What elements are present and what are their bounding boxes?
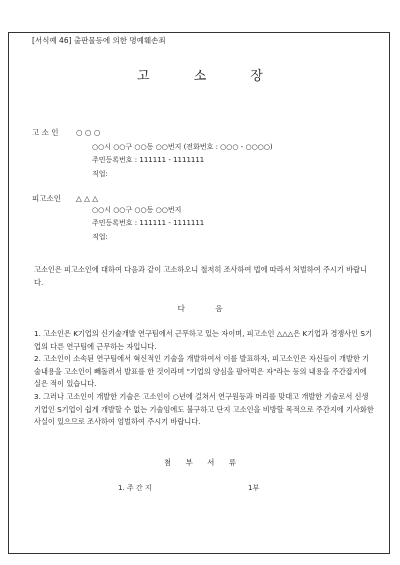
attachment-item-label: 1. 주 간 지 bbox=[118, 484, 152, 492]
accused-label: 피고소인 bbox=[32, 194, 61, 203]
page-border bbox=[8, 32, 390, 554]
accused-name: △ △ △ bbox=[76, 194, 99, 203]
item-2: 2. 고소인이 소속된 연구팀에서 혁신적인 기술을 개발하여서 이를 발표하자, 피고소인은 자신들이 개발한 기술내용을 고소인이 빼돌려서 발표를 한 것이라며 "기업의 양심을 팔아먹은 자"라는 등의 내용을 주간잡지에 실은 적이 있습니다. bbox=[34, 354, 370, 388]
item-3: 3. 그러나 고소인이 개발한 기술은 고소인이 ○년에 걸쳐서 연구원등과 머리를 맞대고 개발한 기술로서 신생기업인 S기업이 쉽게 개발할 수 없는 기술임에도 불구하고 단지 고소인을 비방할 목적으로 주간지에 기사화한 사실이 있으므로 조사하여 엄벌하여 주시기 바랍니다. bbox=[34, 392, 374, 426]
item-1: 1. 고소인은 K기업의 신기술개발 연구팀에서 근무하고 있는 자이며, 피고소인 △△△은 K기업과 경쟁사인 S기업의 다른 연구팀에 근무하는 자입니다. bbox=[34, 329, 372, 351]
complainant-name: ○ ○ ○ bbox=[76, 128, 101, 137]
accused-job: 직업: bbox=[92, 233, 108, 241]
complainant-label: 고 소 인 bbox=[32, 128, 59, 137]
form-header: [서식예 46] 출판물등에 의한 명예훼손죄 bbox=[32, 36, 166, 45]
complainant-rrn: 주민등록번호 : 111111 - 1111111 bbox=[92, 156, 205, 164]
accused-address: ○○시 ○○구 ○○동 ○○번지 bbox=[92, 206, 182, 214]
section-title: 다 음 bbox=[177, 304, 237, 313]
attachments-title: 첨 부 서 류 bbox=[163, 458, 243, 467]
attachment-item-count: 1부 bbox=[248, 484, 260, 492]
complainant-job: 직업: bbox=[92, 170, 108, 178]
complainant-address: ○○시 ○○구 ○○동 ○○번지 (전화번호 : ○○○ - ○○○○) bbox=[92, 143, 273, 151]
accused-rrn: 주민등록번호 : 111111 - 1111111 bbox=[92, 219, 205, 227]
intro-paragraph: 고소인은 피고소인에 대하여 다음과 같이 고소하오니 철저히 조사하여 법에 따라서 처벌하여 주시기 바랍니다. bbox=[34, 265, 367, 287]
document-title: 고 소 장 bbox=[137, 69, 283, 84]
